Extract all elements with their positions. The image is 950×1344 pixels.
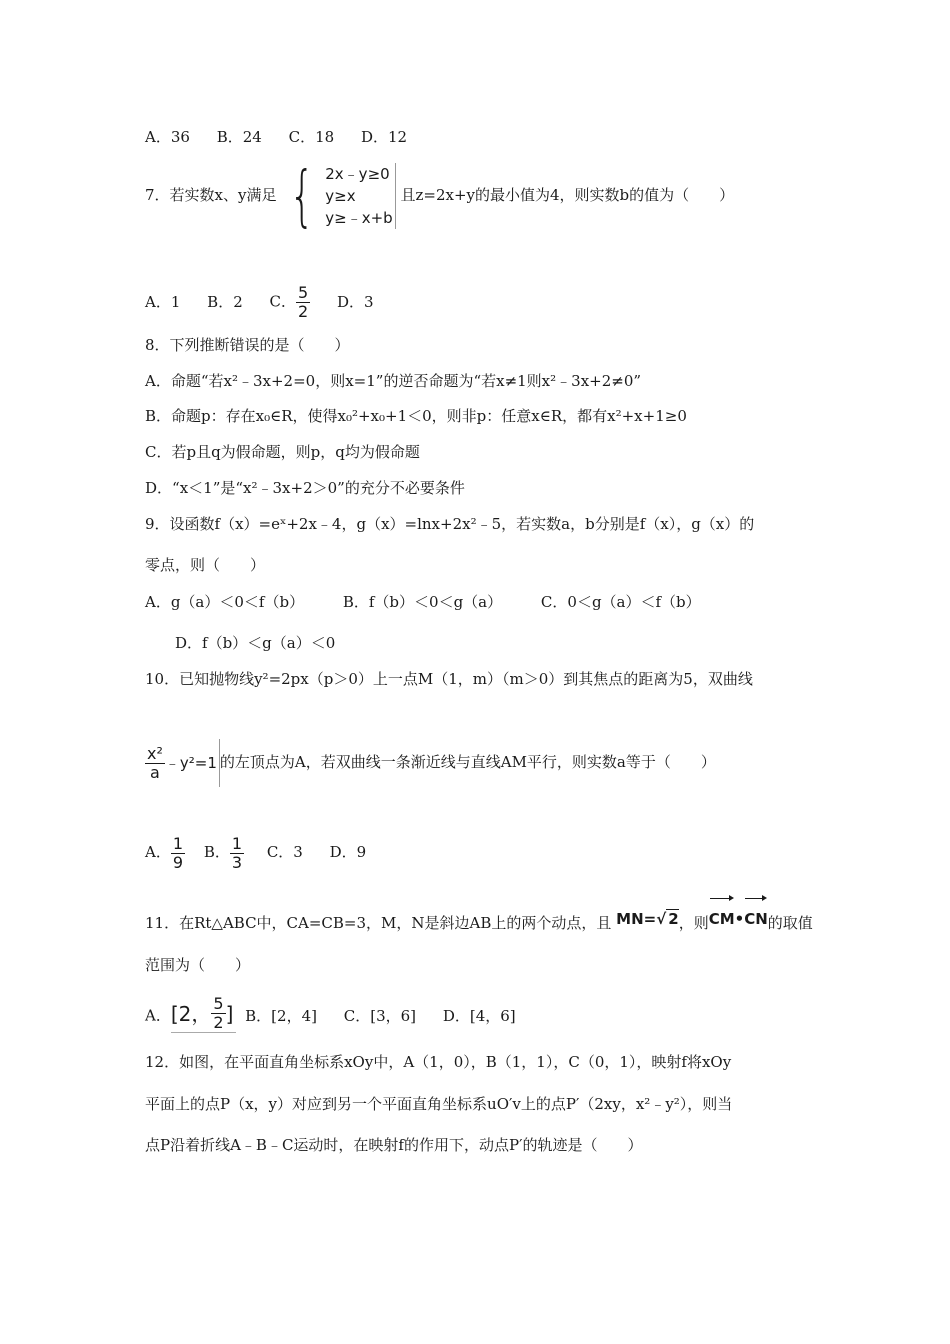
fraction-numerator: 5: [213, 994, 224, 1013]
q11-mid: ，则: [678, 914, 709, 932]
fraction-denominator: a: [150, 763, 160, 782]
q10-equation-rest: ﹣y²=1: [164, 754, 217, 772]
q6-option-b: B．24: [216, 128, 262, 146]
q10-option-b: [204, 832, 244, 872]
q7-options: [145, 284, 396, 321]
q7-option-a: A．1: [145, 292, 181, 311]
q10-hyperbola-equation: [145, 739, 220, 787]
q8-option-a: A．命题“若x²﹣3x+2=0，则x=1”的逆否命题为“若x≠1则x²﹣3x+2≠0”: [145, 372, 642, 390]
fraction-numerator: 5: [298, 283, 309, 302]
interval-left: [2，: [170, 1001, 212, 1026]
q9-option-b: B．f（b）＜0＜g（a）: [342, 593, 503, 611]
q7-option-d: D．3: [336, 292, 374, 311]
q7-stem: [145, 157, 735, 234]
q11-mn-equation: [616, 902, 679, 936]
q12-stem-line2: 平面上的点P（x，y）对应到另一个平面直角坐标系uO′v上的点P′（2xy，x²﹣y²），则当: [145, 1095, 733, 1113]
q8-option-c: C．若p且q为假命题，则p，q均为假命题: [145, 443, 420, 461]
fraction-denominator: 2: [298, 302, 309, 321]
q9-stem-line1: 9．设函数f（x）=eˣ+2x﹣4，g（x）=lnx+2x²﹣5，若实数a，b分别是f（x），g（x）的: [145, 515, 755, 533]
q7-option-c-fraction: [296, 284, 310, 321]
interval-right: ]: [225, 1001, 234, 1026]
fraction-numerator: x²: [147, 744, 163, 763]
q12-stem-line3: 点P沿着折线A﹣B﹣C运动时，在映射f的作用下，动点P′的轨迹是（ ）: [145, 1136, 643, 1154]
q9-options-row1: [145, 592, 723, 612]
q8-stem: 8．下列推断错误的是（ ）: [145, 336, 350, 354]
q10-option-a-fraction: [171, 835, 185, 872]
q10-equation-fraction: [145, 745, 165, 782]
q10-stem-line2: [145, 738, 716, 787]
q7-constraint-2: y≥x: [325, 187, 356, 205]
q11-options: [145, 995, 538, 1034]
q11-option-b: B．[2，4]: [245, 1006, 317, 1025]
q11-sqrt-value: 2: [668, 910, 679, 928]
q11-option-a-fraction: [211, 995, 225, 1032]
left-brace-icon: {: [289, 157, 315, 234]
q11-mn-label: MN=: [616, 910, 657, 928]
q7-constraint-3: y≥﹣x+b: [325, 209, 393, 227]
fraction-denominator: 3: [231, 852, 243, 872]
q8-option-d: D．“x＜1”是“x²﹣3x+2＞0”的充分不必要条件: [145, 479, 465, 497]
q9-option-c: C．0＜g（a）＜f（b）: [540, 593, 701, 611]
q10-option-a: [145, 832, 185, 872]
q11-stem-line2: 范围为（ ）: [145, 956, 251, 974]
q6-option-a: A．36: [145, 128, 190, 146]
q10-options: [145, 832, 388, 872]
q11-option-a-label: A．: [145, 1006, 171, 1025]
q11-option-d: D．[4，6]: [442, 1006, 516, 1025]
q9-option-a: A．g（a）＜0＜f（b）: [145, 593, 305, 611]
fraction-numerator: 1: [172, 833, 184, 853]
q12-stem-line1: 12．如图，在平面直角坐标系xOy中，A（1，0），B（1，1），C（0，1），映射f将xOy: [145, 1053, 732, 1071]
q9-option-d: D．f（b）＜g（a）＜0: [175, 634, 336, 652]
q10-option-b-label: B．: [203, 843, 230, 861]
q10-option-d: D．9: [329, 843, 367, 861]
q6-option-d: D．12: [360, 128, 408, 146]
q11-stem-line1: [145, 896, 813, 940]
q7-constraint-1: 2x﹣y≥0: [325, 165, 390, 183]
q11-suffix: 的取值: [767, 914, 813, 932]
q11-option-c: C．[3，6]: [343, 1006, 417, 1025]
vector-cm: CM: [709, 896, 735, 936]
q9-stem-line2: 零点，则（ ）: [145, 556, 266, 574]
sqrt-icon: √ 2: [656, 910, 679, 928]
q10-option-b-fraction: [230, 835, 244, 872]
q10-option-a-label: A．: [145, 843, 171, 861]
q11-prefix: 11．在Rt△ABC中，CA=CB=3，M，N是斜边AB上的两个动点，且: [145, 914, 612, 932]
q6-options: [145, 127, 429, 147]
q11-option-a: [145, 995, 236, 1034]
fraction-denominator: 9: [172, 852, 184, 872]
fraction-numerator: 1: [231, 833, 243, 853]
q11-option-a-interval: [171, 995, 237, 1033]
q7-option-c-label: C．: [269, 292, 297, 311]
q7-suffix: 且z=2x+y的最小值为4，则实数b的值为（ ）: [400, 186, 735, 204]
q10-stem-line1: 10．已知抛物线y²=2px（p＞0）上一点M（1，m）（m＞0）到其焦点的距离为5，双曲线: [145, 670, 753, 688]
vector-cn: CN: [744, 896, 768, 936]
q10-option-c: C．3: [266, 843, 303, 861]
q7-prefix: 7．若实数x、y满足: [145, 186, 277, 204]
q7-constraint-system: [281, 157, 395, 234]
q6-option-c: C．18: [288, 128, 335, 146]
q7-option-c: [270, 284, 311, 321]
dot-operator: •: [734, 910, 745, 928]
q10-stem-text: 的左顶点为A，若双曲线一条渐近线与直线AM平行，则实数a等于（ ）: [219, 753, 716, 771]
q8-option-b: B．命题p：存在x₀∈R，使得x₀²+x₀+1＜0，则非p：任意x∈R，都有x²+x+1≥0: [145, 407, 687, 425]
fraction-denominator: 2: [213, 1013, 224, 1032]
q11-dot-product: [709, 896, 768, 936]
q7-option-b: B．2: [207, 292, 243, 311]
